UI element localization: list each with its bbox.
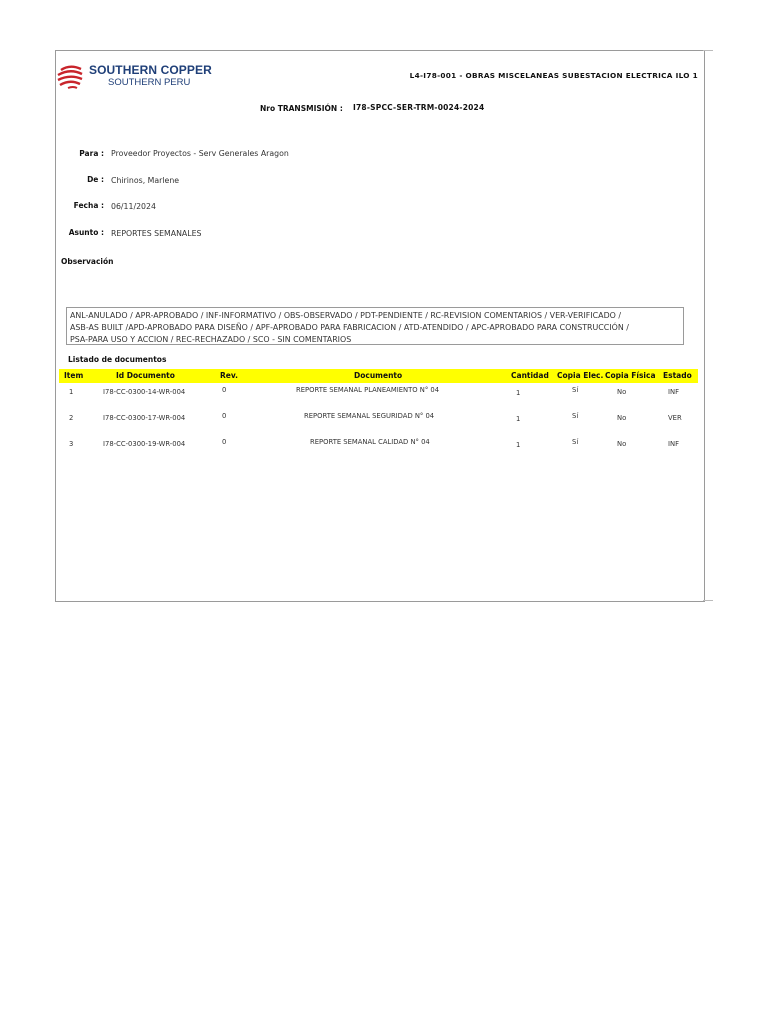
- listado-label: Listado de documentos: [68, 355, 167, 364]
- cell-documento: REPORTE SEMANAL CALIDAD N° 04: [310, 438, 430, 446]
- col-rev: Rev.: [220, 371, 238, 380]
- company-name: SOUTHERN COPPER: [89, 63, 212, 77]
- project-title: L4-I78-001 - OBRAS MISCELANEAS SUBESTACION ELECTRICA ILO 1: [409, 71, 698, 80]
- cell-id-documento: I78-CC-0300-19-WR-004: [103, 440, 186, 448]
- brand-block: [89, 64, 212, 88]
- cell-documento: REPORTE SEMANAL PLANEAMIENTO N° 04: [296, 386, 440, 394]
- col-copia-elec: Copia Elec.: [557, 371, 604, 380]
- legend-line: PSA-PARA USO Y ACCION / REC-RECHAZADO / SCO - SIN COMENTARIOS: [70, 335, 352, 344]
- col-documento: Documento: [354, 371, 403, 380]
- cell-copia-fisica: No: [617, 440, 627, 448]
- para-label: Para :: [79, 149, 104, 158]
- cell-rev: 0: [222, 412, 227, 420]
- southern-copper-logo-icon: [55, 62, 85, 92]
- cell-documento: REPORTE SEMANAL SEGURIDAD N° 04: [304, 412, 435, 420]
- col-copia-fisica: Copia Física: [605, 371, 656, 380]
- asunto-label: Asunto :: [68, 228, 104, 237]
- transmission-number: I78-SPCC-SER-TRM-0024-2024: [353, 103, 485, 112]
- legend-line: ASB-AS BUILT /APD-APROBADO PARA DISEÑO / APF-APROBADO PARA FABRICACION / ATD-ATENDIDO / APC-APROBADO PARA CONSTRUCCIÓN /: [70, 323, 629, 332]
- page-edge-mark: [703, 50, 713, 51]
- col-estado: Estado: [663, 371, 692, 380]
- cell-id-documento: I78-CC-0300-17-WR-004: [103, 414, 186, 422]
- cell-estado: INF: [668, 388, 679, 396]
- fecha-label: Fecha :: [73, 201, 104, 210]
- cell-estado: INF: [668, 440, 679, 448]
- fecha-value: 06/11/2024: [111, 202, 156, 211]
- cell-copia-fisica: No: [617, 414, 627, 422]
- asunto-value: REPORTES SEMANALES: [111, 229, 202, 238]
- cell-cantidad: 1: [516, 441, 521, 449]
- cell-copia-elec: Sí: [572, 438, 579, 446]
- cell-item: 1: [69, 388, 74, 396]
- cell-copia-fisica: No: [617, 388, 627, 396]
- observacion-label: Observación: [61, 257, 114, 266]
- cell-rev: 0: [222, 438, 227, 446]
- cell-estado: VER: [668, 414, 682, 422]
- cell-rev: 0: [222, 386, 227, 394]
- page-edge-mark: [703, 600, 713, 601]
- cell-item: 2: [69, 414, 74, 422]
- legend-line: ANL-ANULADO / APR-APROBADO / INF-INFORMATIVO / OBS-OBSERVADO / PDT-PENDIENTE / RC-REVISION COMENTARIOS / VER-VERIFICADO /: [70, 311, 622, 320]
- cell-cantidad: 1: [516, 389, 521, 397]
- de-value: Chirinos, Marlene: [111, 176, 180, 185]
- cell-item: 3: [69, 440, 74, 448]
- cell-copia-elec: Sí: [572, 412, 579, 420]
- status-legend: [66, 307, 684, 345]
- cell-cantidad: 1: [516, 415, 521, 423]
- transmission-label: Nro TRANSMISIÓN :: [260, 104, 343, 113]
- cell-id-documento: I78-CC-0300-14-WR-004: [103, 388, 186, 396]
- de-label: De :: [87, 175, 104, 184]
- col-cantidad: Cantidad: [511, 371, 549, 380]
- col-id-documento: Id Documento: [116, 371, 175, 380]
- col-item: Item: [64, 371, 84, 380]
- para-value: Proveedor Proyectos - Serv Generales Aragon: [111, 149, 289, 158]
- cell-copia-elec: Sí: [572, 386, 579, 394]
- table-header: [59, 369, 698, 383]
- subsidiary-name: SOUTHERN PERU: [108, 77, 191, 88]
